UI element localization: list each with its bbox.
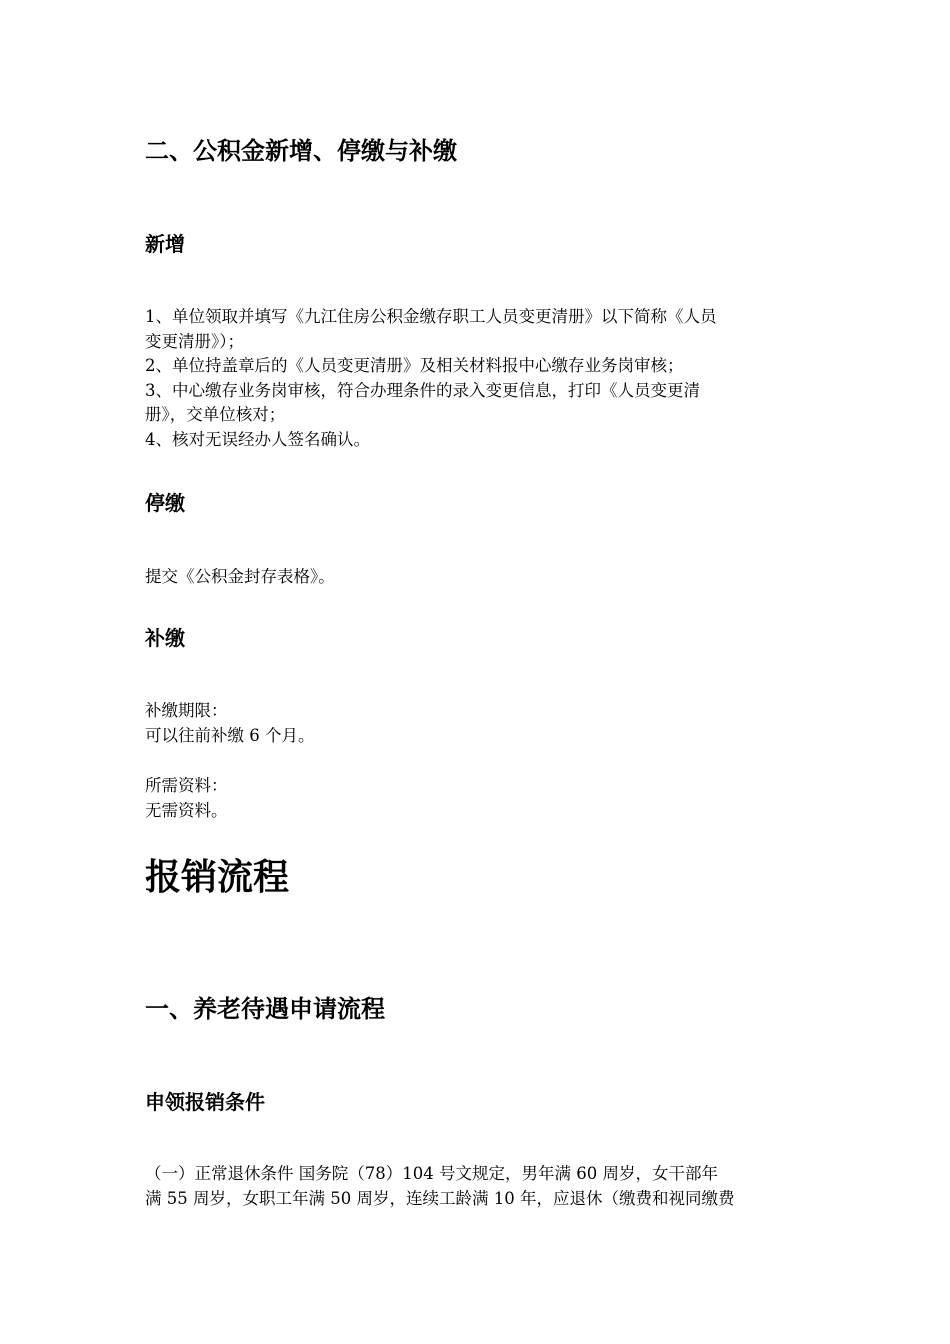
stop-text: 提交《公积金封存表格》。 bbox=[145, 567, 335, 586]
new-step-line: 册》，交单位核对； bbox=[145, 405, 286, 424]
materials-value: 无需资料。 bbox=[145, 800, 228, 820]
reimbursement-title: 报销流程 bbox=[145, 856, 290, 898]
period-value: 可以往前补缴 6 个月。 bbox=[145, 725, 315, 745]
section-heading-fund: 二、公积金新增、停缴与补缴 bbox=[145, 136, 457, 165]
new-step-line: 3、中心缴存业务岗审核，符合办理条件的录入变更信息，打印《人员变更清 bbox=[145, 380, 700, 400]
supplement-period bbox=[145, 699, 810, 748]
period-label: 补缴期限： bbox=[145, 701, 228, 720]
subheading-conditions: 申领报销条件 bbox=[145, 1090, 265, 1114]
subheading-supplement: 补缴 bbox=[145, 626, 185, 650]
new-step-line: 1、单位领取并填写《九江住房公积金缴存职工人员变更清册》以下简称《人员 bbox=[145, 307, 717, 326]
conditions-line: （一）正常退休条件 国务院（78）104 号文规定，男年满 60 周岁，女干部年 bbox=[145, 1164, 718, 1183]
new-step-line: 2、单位持盖章后的《人员变更清册》及相关材料报中心缴存业务岗审核； bbox=[145, 356, 684, 375]
conditions-line: 满 55 周岁，女职工年满 50 周岁，连续工龄满 10 年，应退休（缴费和视同缴费 bbox=[145, 1188, 735, 1208]
section-heading-pension: 一、养老待遇申请流程 bbox=[145, 994, 385, 1023]
new-steps-paragraph bbox=[145, 305, 810, 452]
new-step-line: 变更清册》）； bbox=[145, 331, 244, 351]
conditions-paragraph bbox=[145, 1162, 810, 1211]
subheading-new: 新增 bbox=[145, 232, 185, 256]
materials-label: 所需资料： bbox=[145, 776, 228, 795]
supplement-materials bbox=[145, 774, 810, 823]
subheading-stop: 停缴 bbox=[145, 491, 185, 515]
new-step-line: 4、核对无误经办人签名确认。 bbox=[145, 429, 370, 449]
